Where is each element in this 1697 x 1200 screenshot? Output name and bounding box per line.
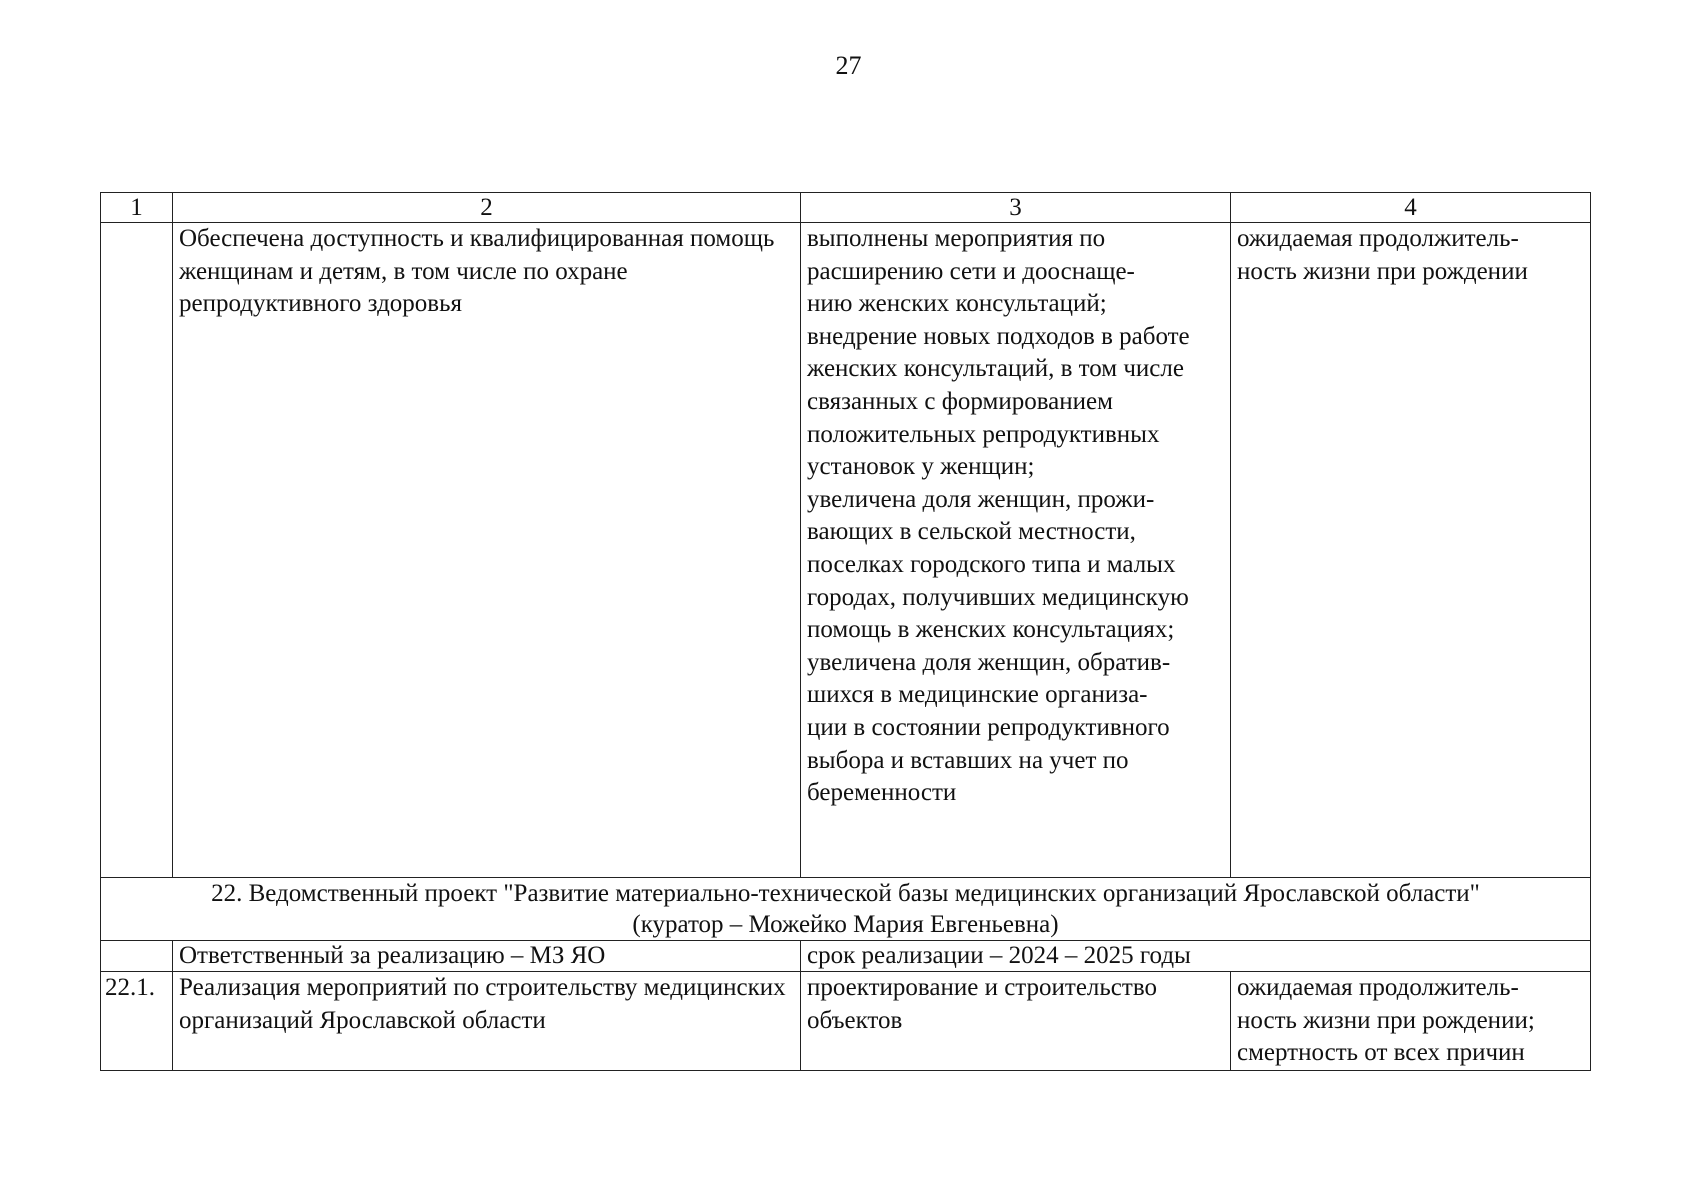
activities-cell: выполнены мероприятия по расширению сети и дооснаще- нию женских консультаций; внедрение новых подходов в работе женских консультаций, в том числе связанных с формированием положительных репродуктивных установок у женщин; увеличена доля женщин, прожи- вающих в сельской местности, поселках городского типа и малых городах, получивших медицинскую помощь в женских консультациях; увеличена доля женщин, обратив- шихся в медицинские организа- ции в состоянии репродуктивного выбора и вставших на учет по беременности: [801, 223, 1231, 878]
header-cell-4: 4: [1231, 193, 1591, 223]
page-number: 27: [835, 51, 862, 80]
table-row: [101, 972, 1591, 1071]
responsible-row: [101, 941, 1591, 972]
result-cell: Реализация мероприятий по строительству медицинских организаций Ярославской области: [173, 972, 801, 1071]
header-cell-3: 3: [801, 193, 1231, 223]
empty-cell: [101, 941, 173, 972]
row-number-cell: [101, 223, 173, 878]
indicator-cell: ожидаемая продолжитель- ность жизни при рождении: [1231, 223, 1591, 878]
document-table: [100, 192, 1591, 1071]
row-number-cell: 22.1.: [101, 972, 173, 1071]
table-header-row: [101, 193, 1591, 223]
responsible-cell: Ответственный за реализацию – МЗ ЯО: [173, 941, 801, 972]
header-cell-1: 1: [101, 193, 173, 223]
activities-cell: проектирование и строительство объектов: [801, 972, 1231, 1071]
header-cell-2: 2: [173, 193, 801, 223]
indicator-cell: ожидаемая продолжитель- ность жизни при рождении; смертность от всех причин: [1231, 972, 1591, 1071]
result-cell: Обеспечена доступность и квалифицированная помощь женщинам и детям, в том числе по охране репродуктивного здоровья: [173, 223, 801, 878]
section-title-row: [101, 878, 1591, 941]
section-title-cell: 22. Ведомственный проект "Развитие материально-технической базы медицинских организаций Ярославской области" (куратор – Можейко Мария Евгеньевна): [101, 878, 1591, 941]
table-row: [101, 223, 1591, 878]
term-cell: срок реализации – 2024 – 2025 годы: [801, 941, 1591, 972]
